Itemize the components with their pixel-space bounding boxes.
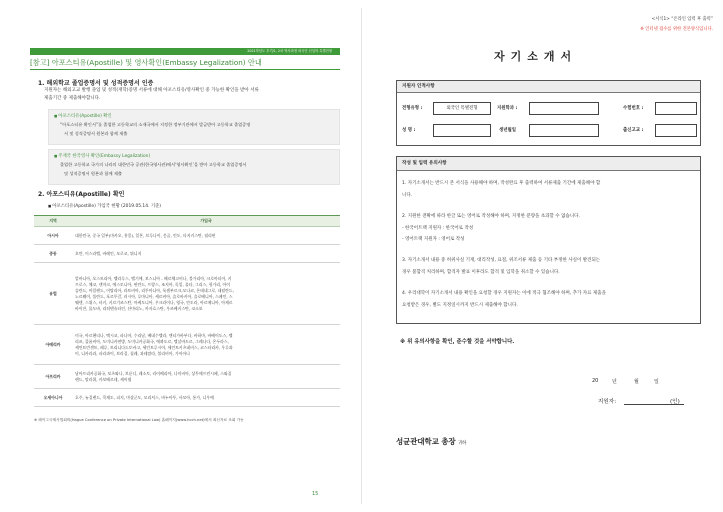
caution-item-2-line-1: 2. 지원한 전확에 따라 한글 또는 영어로 작성해야 하며, 지정한 분량을 초과할 수 없습니다. <box>402 214 580 219</box>
caution-item-3-line-1: 3. 자기소개서 내용 중 허위사실 기재, 대리작성, 표절, 위조서류 제출 등 기타 부정한 사실이 발견되는 <box>402 258 601 263</box>
page-divider <box>361 8 362 504</box>
form-tag: <서식1> “온라인 입력 후 출력” <box>651 17 713 22</box>
hcch-footnote: ※ 헤이그국제사법회의(Hague Conference on Private International Law) 홈페이지(www.hcch.net)에서 최신자료 조회 가능 <box>34 418 244 422</box>
table-row <box>34 389 340 407</box>
section-1-desc-line-2: 제출기간 중 제출해야합니다. <box>44 96 101 101</box>
left-page <box>0 0 357 512</box>
high-school-label: 출신고교 : <box>623 128 644 133</box>
caution-item-4-line-2: 요청받은 경우, 별도 지정일시까지 반드시 제출해야 합니다. <box>402 303 518 308</box>
caution-item-4-line-1: 4. 우리대학이 자기소개서 내용 확인을 요청할 경우 지원자는 이에 적극 협조해야 하며, 추가 자료 제출을 <box>402 291 606 296</box>
region-column-header: 지역 <box>34 216 72 227</box>
embassy-desc-line-2: 및 성적증명서 원본과 함께 제출 <box>64 171 122 176</box>
countries-cell: 오만, 이스라엘, 바레인, 모로코, 튀니지 <box>72 245 340 263</box>
caution-item-2-line-2: - 한국어트랙 지원자 : 한국어로 작성 <box>402 226 474 231</box>
table-row <box>34 245 340 263</box>
countries-cell: 미국, 아르헨티나, 멕시코, 파나마, 수리남, 베네수엘라, 앤티가바부다, 바하마, 바베이도스, 벨 리즈, 콜롬비아, 도미니카연방, 도미니카공화국, 에콰도르, 엘살바도르, 그레나다, 온두라스, 세인트빈센트, 페루, 트리니다드토바고, 세인트루시아, 세인트키츠네비스, 코스타리카, 우루과 이, 니카라과, 파라과이, 브라질, 칠레, 과테말라, 볼리비아, 가이아나 <box>72 325 340 365</box>
countries-cell: 대한민국, 중국 일부(마카오, 홍콩), 일본, 브루나이, 몽골, 인도, 타지키스탄, 필리핀 <box>72 227 340 245</box>
section-1-desc-line-1: 지원자는 해외고교 발행 졸업 및 성적(재학)증명 서류에 대해 아포스티유/영사확인 중 가능한 확인을 받아 서류 <box>44 88 259 93</box>
admission-type-field[interactable]: 외국인 특별전형 <box>433 102 491 115</box>
table-row <box>34 325 340 365</box>
caution-header: 작성 및 입력 유의사항 <box>397 157 700 171</box>
region-cell: 아프리카 <box>34 365 72 389</box>
region-cell: 아메리카 <box>34 325 72 365</box>
table-row <box>34 227 340 245</box>
applicant-info-panel <box>396 80 701 146</box>
name-field[interactable] <box>433 124 491 137</box>
title-rule <box>30 69 340 70</box>
exam-number-label: 수험번호 : <box>623 106 644 111</box>
applicant-signature-label: 지원자: <box>598 399 617 405</box>
major-field[interactable] <box>529 102 599 115</box>
caution-item-2-line-3: - 영어트랙 지원자 : 영어로 작성 <box>402 237 465 242</box>
birthdate-label: 생년월일 <box>499 128 516 133</box>
countries-cell: 알바니아, 오스트리아, 벨라루스, 벨기에, 보스니아 - 헤르체고비나, 불가리아, 크로아티아, 키 프로스, 체코, 덴마크, 에스토니아, 핀란드, 프랑스, 조지아, 독일, 몰타, 그리스, 헝가리, 아이 슬란드, 아일랜드, 이탈리아, 라트비아, 리투아니아, 룩셈부르크,모나코, 몬테네그로, 네덜란드, 노르웨이, 폴란드, 포르투갈, 러시아, 루마니아, 세르비아, 슬로바키아, 슬로베니아, 스페인, 스 웨덴, 스위스, 터키, 키르기즈스탄, 마케도니아, 우크라이나, 영국, 안도라, 아르메니아, 아제르 바이잔, 몰도바, 리히텐슈타인, 산마리노, 카자흐스탄, 우즈베키스탄, 코소보 <box>72 263 340 325</box>
caution-panel <box>396 156 701 324</box>
countries-cell: 호주, 뉴질랜드, 쿡제도, 피지, 마샬군도, 모리셔스, 바누아투, 사모아, 통가, 니우에 <box>72 389 340 407</box>
admission-type-label: 전형유형 : <box>402 106 423 111</box>
date-day-label: 일 <box>654 379 659 385</box>
embassy-label: ■ 주재국 한국영사 확인(Embassy Legalization) <box>54 153 150 159</box>
apostille-label: ■ 아포스티유(Apostille) 확인 <box>54 113 112 119</box>
applicant-info-header: 지원자 인적사항 <box>397 81 700 93</box>
header-strip <box>30 48 340 55</box>
region-cell: 오세아니아 <box>34 389 72 407</box>
countries-column-header: 가입국 <box>72 216 340 227</box>
date-century: 20 <box>592 378 599 384</box>
document-title: 자기소개서 <box>494 50 578 63</box>
embassy-desc-line-1: 졸업한 고등학교 국가의 나라의 대한민국 공관(한국영사관)에서‘영사확인’을 받아 고등학교 졸업증명서 <box>60 162 247 167</box>
region-cell: 유럽 <box>34 263 72 325</box>
date-month-label: 월 <box>634 379 639 385</box>
caution-item-1-line-2: 니다. <box>402 193 413 198</box>
seal-mark: (인) <box>670 399 680 405</box>
header-strip-text: 2021학년도 후기/1, 2차 학사과정 외국인 신입학 특별전형 <box>247 49 332 53</box>
apostille-desc-line-2: 서 및 성적증명서 원본과 함께 제출 <box>64 131 128 136</box>
name-label: 성 명 : <box>402 128 416 133</box>
date-year-label: 년 <box>612 379 617 385</box>
pledge-statement: ※ 위 유의사항을 확인, 준수할 것을 서약합니다. <box>400 339 515 345</box>
honorific: 귀하 <box>457 441 467 446</box>
caution-item-3-line-2: 경우 불합격 처리하며, 합격자 발표 이후라도 합격 및 입학을 취소할 수 있습니다. <box>402 270 560 275</box>
table-header-row <box>34 216 340 227</box>
section-1-heading: 1. 해외학교 졸업증명서 및 성적증명서 인증 <box>38 80 154 87</box>
page-number: 15 <box>312 491 319 497</box>
region-cell: 중동 <box>34 245 72 263</box>
caution-item-1-line-1: 1. 자기소개서는 반드시 본 서식을 사용해야 하며, 작성완료 후 출력하여 서류제출 기간에 제출해야 합 <box>402 181 601 186</box>
major-label: 지원학과 : <box>497 106 518 111</box>
recipient-line <box>396 436 466 447</box>
president-title: 성균관대학교 총장 <box>396 437 456 446</box>
apostille-country-table <box>34 215 340 407</box>
reference-title: [참고] 아포스티유(Apostille) 및 영사확인(Embassy Legalization) 안내 <box>30 58 262 67</box>
high-school-field[interactable] <box>655 124 697 137</box>
region-cell: 아시아 <box>34 227 72 245</box>
countries-cell: 남아프리카공화국, 보츠와나, 브룬디, 레소토, 라이베리아, 나미비아, 상투메프린시페, 스와질 랜드, 말라위, 카보베르데, 세이셸 <box>72 365 340 389</box>
section-2-heading: 2. 아포스티유(Apostille) 확인 <box>38 191 125 198</box>
table-row <box>34 365 340 389</box>
table-row <box>34 263 340 325</box>
birthdate-field[interactable] <box>529 124 599 137</box>
apostille-desc-line-1: “아포스티유 확인서”를 졸업한 고등학교의 소재국에서 지정한 정부기관에서 발급받아 고등학교 졸업증명 <box>60 122 251 127</box>
exam-number-field[interactable] <box>655 102 697 115</box>
form-sample-note: ※ 인터넷 접수를 위한 견본양식입니다. <box>640 27 713 32</box>
right-page <box>366 0 723 512</box>
member-status-note: ■ 아포스티유(Apostille) 가입국 현황 (2019.05.14. 기준) <box>48 203 161 209</box>
